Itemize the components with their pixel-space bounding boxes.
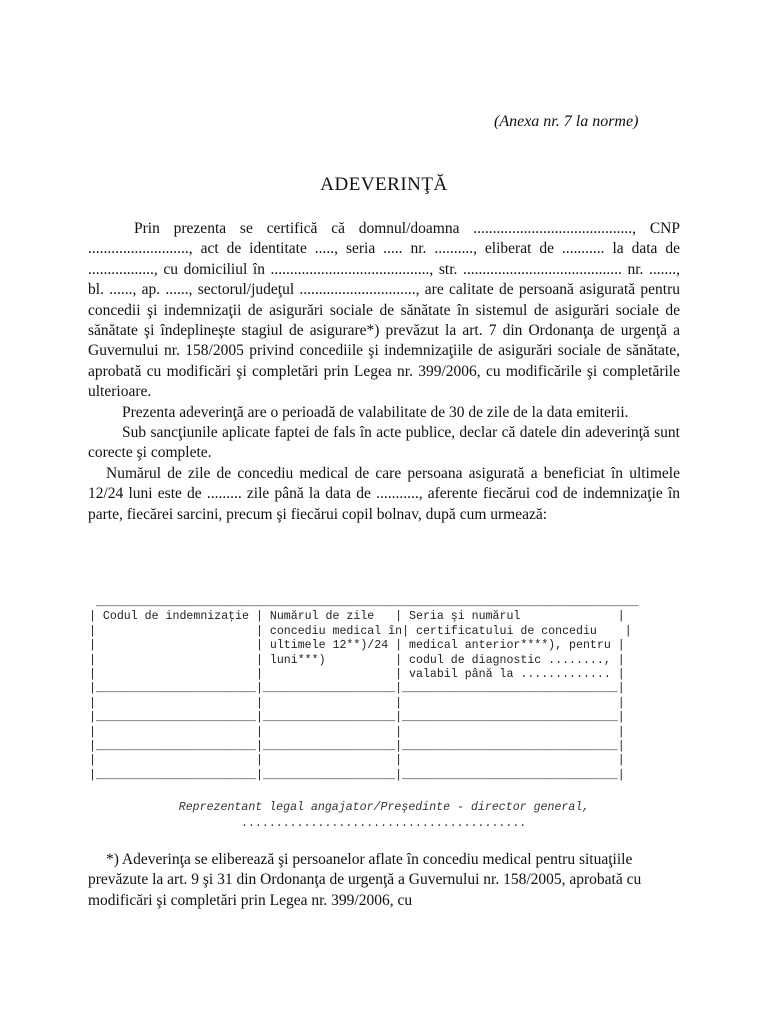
footnote (88, 850, 680, 911)
medical-leave-table: ______________________________________________________________________________ | Codul de indemnizaţie | Numărul de zile | Seria şi numărul | | | concediu medical în| certificatului de concediu | | | ultimele 12**)/24 | medical anterior****), pentru | | | luni***) | codul de diagnostic ........, | | | | valabil până la ............. | |_______________________|___________________|_______________________________| | | | | |_______________________|___________________|_______________________________| | | | | |_______________________|___________________|_______________________________| | | | | |_______________________|___________________|_______________________________| (89, 596, 639, 782)
footnote-text: *) Adeverinţa se eliberează şi persoanelor aflate în concediu medical pentru situaţiile prevăzute la art. 9 şi 31 din Ordonanţa de urgenţă a Guvernului nr. 158/2005, aprobată cu modificări şi completări prin Legea nr. 399/2006, cu (88, 851, 642, 909)
certificate-body (88, 219, 680, 525)
document-title: ADEVERINŢĂ (320, 174, 448, 195)
annex-reference: (Anexa nr. 7 la norme) (494, 113, 639, 130)
validity-paragraph: Prezenta adeverinţă are o perioadă de valabilitate de 30 de zile de la data emiterii. (122, 403, 629, 421)
declaration-paragraph: Sub sancţiunile aplicate faptei de fals în acte publice, declar că datele din adeverinţă sunt corecte şi complete. (88, 424, 680, 462)
signature-block (0, 800, 768, 832)
medical-leave-paragraph: Numărul de zile de concediu medical de care persoana asigurată a beneficiat în ultimele 12/24 luni este de ......... zile până la data de ..........., aferente fiecărui cod de indemnizaţie în parte, fiecărei sarcini, precum şi fiecărui copil bolnav, după cum urmează: (88, 464, 680, 523)
signature-label: Reprezentant legal angajator/Preşedinte - director general, (178, 801, 590, 814)
signature-line: ......................................... (241, 817, 527, 830)
certification-paragraph: Prin prezenta se certifică că domnul/doamna ........................................., CNP .........................., act de identitate ....., seria ..... nr. .........., eliberat de ........... la data de ................., cu domiciliul în ........................................., str. ......................................... nr. ......., bl. ......, ap. ......, sectorul/judeţul .............................., are calitate de persoană asigurată pentru concedii şi indemnizaţii de asigurări sociale de sănătate în sistemul de asigurări sociale de sănătate şi îndeplineşte stagiul de asigurare*) prevăzut la art. 7 din Ordonanţa de urgenţă a Guvernului nr. 158/2005 privind concediile şi indemnizaţiile de asigurări sociale de sănătate, aprobată cu modificări şi completări prin Legea nr. 399/2006, cu modificările şi completările ulterioare. (88, 220, 680, 401)
